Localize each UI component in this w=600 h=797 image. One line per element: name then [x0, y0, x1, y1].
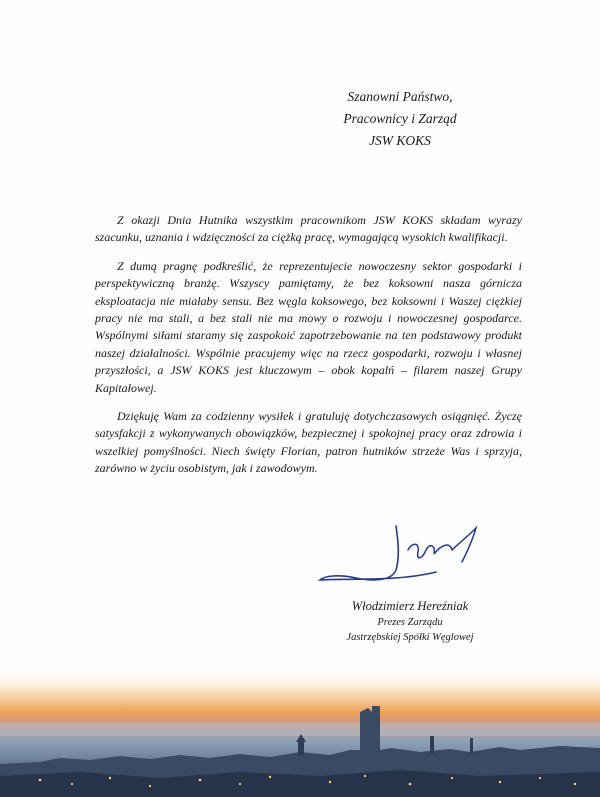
salutation-line-2: Pracownicy i Zarząd: [343, 111, 457, 126]
signer-name: Włodzimierz Hereźniak: [351, 599, 469, 613]
salutation: [300, 86, 500, 152]
letter-body: [95, 212, 522, 489]
signer-role: Prezes Zarządu: [377, 617, 443, 628]
salutation-line-1: Szanowni Państwo,: [347, 89, 453, 104]
signer-block: [300, 598, 520, 645]
paragraph-3: Dziękuję Wam za codzienny wysiłek i gratuluję dotychczasowych osiągnięć. Życzę satysfakcji z wykonywanych obowiązków, bezpiecznej i spokojnej pracy oraz zdrowia i wszelkiej pomyślności. Niech święty Florian, patron hutników strzeże Was i sprzyja, zarówno w życiu osobistym, jak i zawodowym.: [95, 409, 522, 476]
salutation-line-3: JSW KOKS: [369, 133, 431, 148]
handwritten-signature: [316, 520, 496, 588]
cityscape-image: [0, 672, 600, 797]
signer-company: Jastrzębskiej Spółki Węglowej: [346, 632, 474, 643]
cityscape-photo: [0, 672, 600, 797]
paragraph-1: Z okazji Dnia Hutnika wszystkim pracownikom JSW KOKS składam wyrazy szacunku, uznania i wdzięczności za ciężką pracę, wymagającą wysokich kwalifikacji.: [95, 213, 522, 245]
paragraph-2: Z dumą pragnę podkreślić, że reprezentujecie nowoczesny sektor gospodarki i perspektywiczną branżę. Wszyscy pamiętamy, że bez koksowni nasza górnicza eksploatacja nie miałaby sensu. Bez węgla koksowego, bez koksowni i Waszej ciężkiej pracy nie ma stali, a bez stali nie ma mowy o rozwoju i nowoczesnej gospodarce. Wspólnymi siłami staramy się zaspokoić zapotrzebowanie na ten podstawowy produkt naszej działalności. Wspólnie pracujemy więc na rzecz gospodarki, rozwoju i własnej przyszłości, a JSW KOKS jest kluczowym – obok kopalń – filarem naszej Grupy Kapitałowej.: [95, 258, 522, 395]
